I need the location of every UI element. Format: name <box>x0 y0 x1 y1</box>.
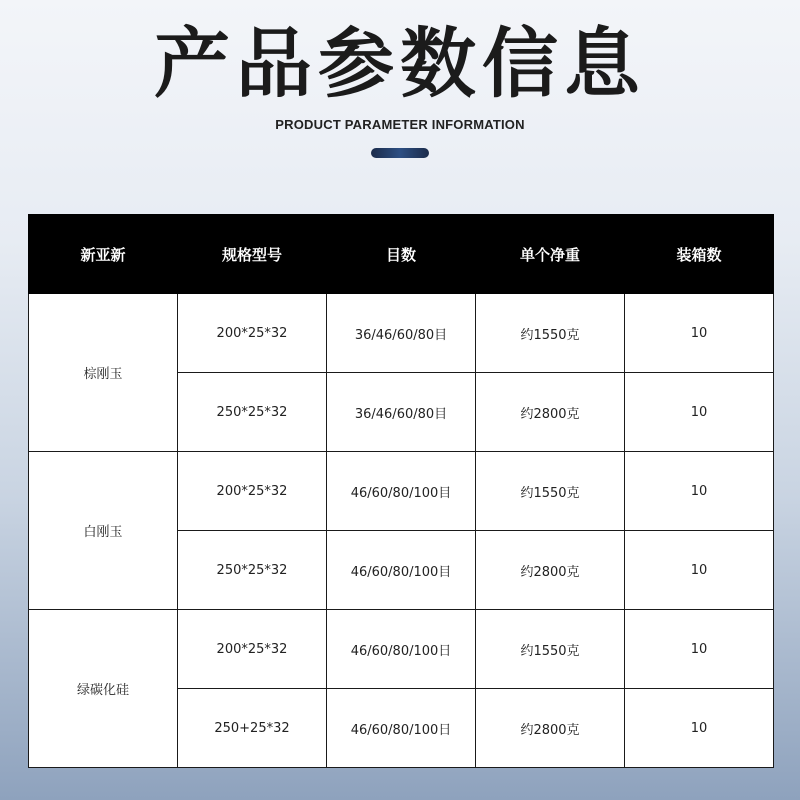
title-divider <box>371 148 429 158</box>
spec-cell: 200*25*32 <box>178 452 327 531</box>
table-row <box>29 452 774 531</box>
box-qty-cell: 10 <box>625 531 774 610</box>
spec-cell: 250*25*32 <box>178 531 327 610</box>
column-header-weight: 单个净重 <box>476 215 625 294</box>
spec-cell: 250+25*32 <box>178 689 327 768</box>
box-qty-cell: 10 <box>625 373 774 452</box>
column-header-mesh: 目数 <box>327 215 476 294</box>
spec-cell: 200*25*32 <box>178 610 327 689</box>
mesh-cell: 46/60/80/100日 <box>327 689 476 768</box>
box-qty-cell: 10 <box>625 689 774 768</box>
mesh-cell: 46/60/80/100目 <box>327 531 476 610</box>
table-row <box>29 294 774 373</box>
weight-cell: 约1550克 <box>476 294 625 373</box>
page-subtitle: PRODUCT PARAMETER INFORMATION <box>275 117 525 132</box>
table-header-row <box>29 215 774 294</box>
box-qty-cell: 10 <box>625 452 774 531</box>
table-row <box>29 610 774 689</box>
column-header-spec: 规格型号 <box>178 215 327 294</box>
spec-cell: 250*25*32 <box>178 373 327 452</box>
weight-cell: 约2800克 <box>476 373 625 452</box>
box-qty-cell: 10 <box>625 294 774 373</box>
mesh-cell: 46/60/80/100目 <box>327 452 476 531</box>
page-title: 产品参数信息 <box>154 19 646 108</box>
column-header-box-qty: 装箱数 <box>625 215 774 294</box>
parameter-table <box>28 214 774 768</box>
material-cell: 棕刚玉 <box>29 294 178 452</box>
box-qty-cell: 10 <box>625 610 774 689</box>
column-header-brand: 新亚新 <box>29 215 178 294</box>
mesh-cell: 36/46/60/80目 <box>327 373 476 452</box>
mesh-cell: 46/60/80/100日 <box>327 610 476 689</box>
weight-cell: 约1550克 <box>476 452 625 531</box>
weight-cell: 约2800克 <box>476 531 625 610</box>
weight-cell: 约2800克 <box>476 689 625 768</box>
parameter-table-container <box>28 214 774 768</box>
material-cell: 绿碳化硅 <box>29 610 178 768</box>
weight-cell: 约1550克 <box>476 610 625 689</box>
mesh-cell: 36/46/60/80目 <box>327 294 476 373</box>
material-cell: 白刚玉 <box>29 452 178 610</box>
spec-cell: 200*25*32 <box>178 294 327 373</box>
